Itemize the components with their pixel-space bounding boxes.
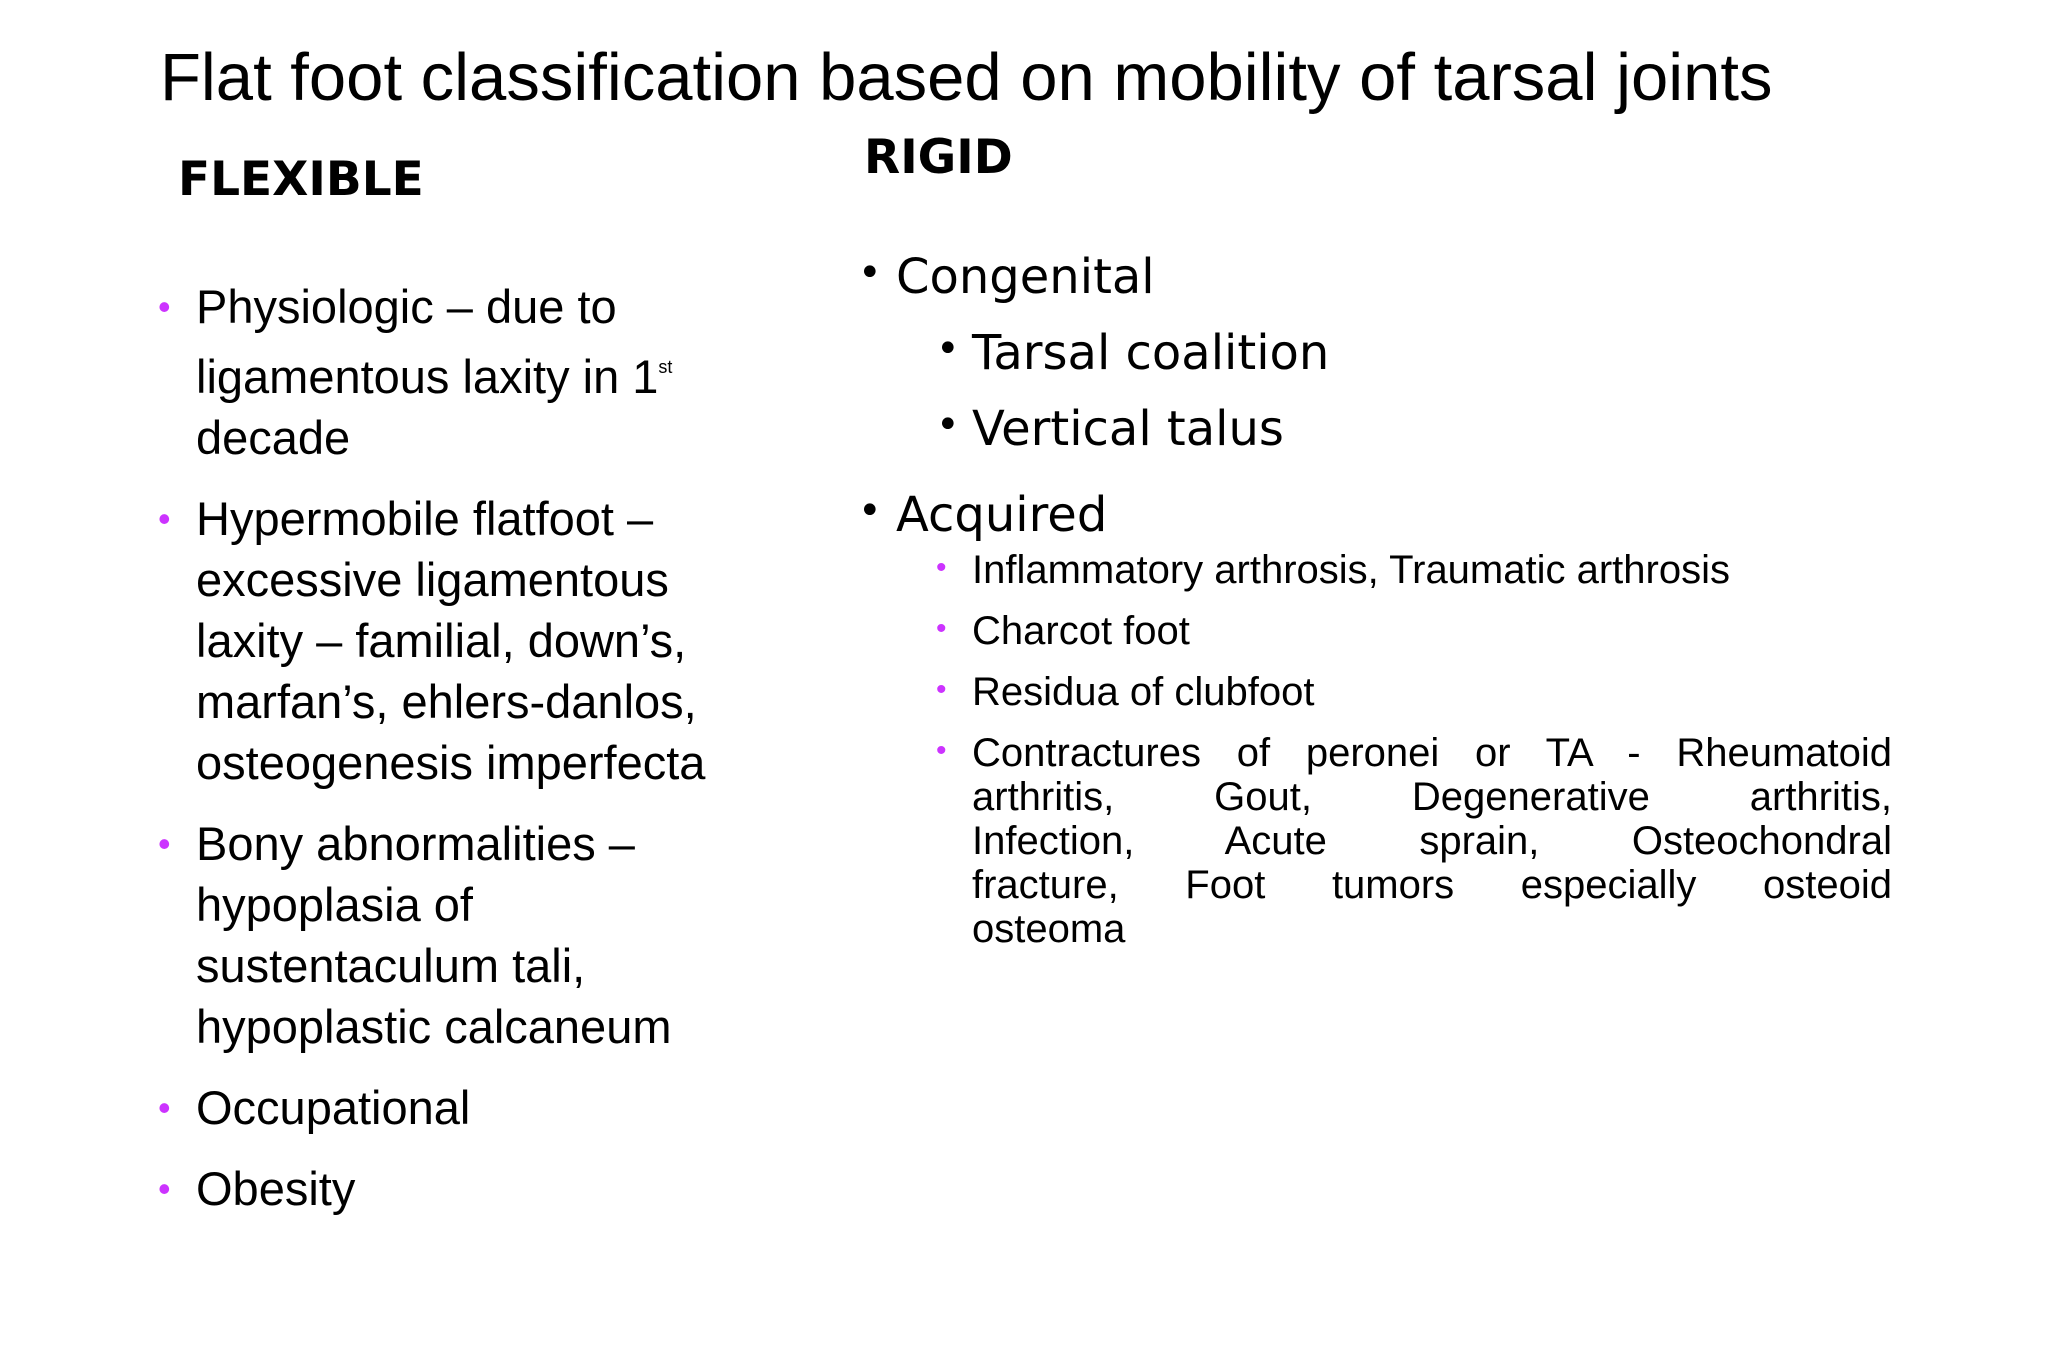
list-item-physiologic: [158, 276, 798, 468]
list-item-hypermobile: [158, 488, 798, 793]
bullet-icon: •: [936, 402, 960, 448]
list-item-line: Bony abnormalities –: [196, 817, 635, 870]
bullet-icon: •: [158, 286, 171, 327]
congenital-group: [858, 246, 1888, 460]
list-item-label: Congenital: [896, 249, 1155, 305]
list-item-vertical-talus: [936, 398, 1888, 460]
slide-title: Flat foot classification based on mobility of tarsal joints: [160, 40, 1773, 115]
rigid-heading: RIGID: [864, 130, 1013, 185]
list-item-line: Physiologic – due to: [196, 280, 617, 333]
bullet-icon: •: [936, 551, 947, 584]
list-item-line: laxity – familial, down’s,: [196, 614, 687, 667]
list-item-contractures: [936, 731, 1892, 951]
list-item-line: decade: [196, 411, 351, 464]
bullet-icon: •: [936, 326, 960, 372]
list-item-clubfoot: [936, 670, 1888, 714]
list-item-line: Hypermobile flatfoot –: [196, 492, 654, 545]
bullet-icon: •: [936, 612, 947, 645]
list-item-line: osteogenesis imperfecta: [196, 736, 706, 789]
list-item-line: hypoplastic calcaneum: [196, 1000, 672, 1053]
bullet-icon: •: [858, 488, 882, 534]
list-item-line: sustentaculum tali,: [196, 939, 586, 992]
list-item-line: excessive ligamentous: [196, 553, 669, 606]
list-item-label: Tarsal coalition: [972, 325, 1330, 381]
list-item-occupational: [158, 1077, 798, 1138]
ordinal-suffix: st: [658, 357, 673, 377]
list-item-line: Occupational: [196, 1081, 471, 1134]
bullet-icon: •: [158, 823, 171, 864]
list-item-inflammatory: [936, 548, 1888, 592]
list-item-bony: [158, 813, 798, 1057]
flexible-heading: FLEXIBLE: [178, 152, 424, 207]
list-item-label: Vertical talus: [972, 401, 1284, 457]
list-item-label: Acquired: [896, 487, 1108, 543]
list-item-label: Charcot foot: [972, 609, 1190, 653]
list-item-label: Residua of clubfoot: [972, 670, 1315, 714]
text-line: arthritis, Gout, Degenerative arthritis,: [972, 775, 1892, 819]
text-line: Infection, Acute sprain, Osteochondral: [972, 819, 1892, 863]
bullet-icon: •: [936, 734, 947, 767]
list-item-charcot: [936, 609, 1888, 653]
list-item-line: Obesity: [196, 1162, 356, 1215]
list-item-line: [196, 337, 798, 407]
flexible-list: [158, 276, 798, 1239]
bullet-icon: •: [858, 250, 882, 296]
list-item-line: marfan’s, ehlers-danlos,: [196, 675, 697, 728]
list-item-tarsal-coalition: [936, 322, 1888, 384]
text-line: fracture, Foot tumors especially osteoid: [972, 863, 1892, 907]
bullet-icon: •: [158, 498, 171, 539]
bullet-icon: •: [936, 673, 947, 706]
acquired-group: [858, 484, 1892, 951]
list-item-congenital: [858, 246, 1888, 308]
bullet-icon: •: [158, 1087, 171, 1128]
list-item-label: Inflammatory arthrosis, Traumatic arthrosis: [972, 548, 1730, 592]
rigid-list: [858, 246, 1892, 968]
list-item-line: hypoplasia of: [196, 878, 473, 931]
list-item-line-text: ligamentous laxity in 1: [196, 350, 659, 403]
text-line: Contractures of peronei or TA - Rheumatoid: [972, 731, 1892, 775]
list-item-obesity: [158, 1158, 798, 1219]
list-item-text: [972, 731, 1892, 951]
bullet-icon: •: [158, 1168, 171, 1209]
text-line: osteoma: [972, 907, 1126, 951]
list-item-acquired: [858, 484, 1888, 546]
